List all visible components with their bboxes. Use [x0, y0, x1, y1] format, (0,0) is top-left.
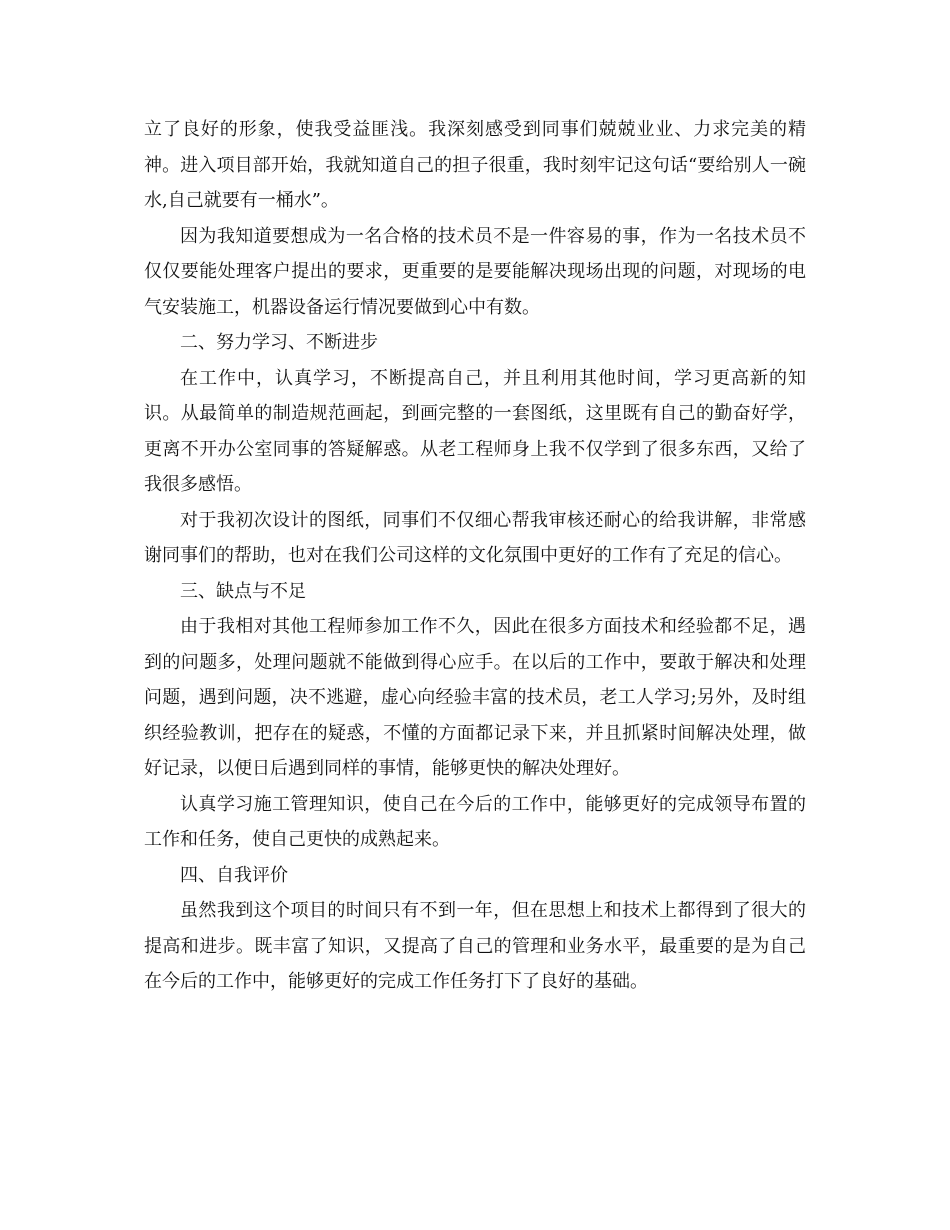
paragraph-3: 在工作中，认真学习，不断提高自己，并且利用其他时间，学习更高新的知识。从最简单的制造规范画起，到画完整的一套图纸，这里既有自己的勤奋好学，更离不开办公室同事的答疑解惑。从老工程师身上我不仅学到了很多东西，又给了我很多感悟。	[144, 367, 806, 495]
paragraph-6: 认真学习施工管理知识，使自己在今后的工作中，能够更好的完成领导布置的工作和任务，使自己更快的成熟起来。	[144, 793, 806, 850]
section-heading-3: 三、缺点与不足	[180, 580, 306, 602]
section-heading-4: 四、自我评价	[180, 864, 288, 886]
paragraph-1: 立了良好的形象，使我受益匪浅。我深刻感受到同事们兢兢业业、力求完美的精神。进入项目部开始，我就知道自己的担子很重，我时刻牢记这句话“要给别人一碗水,自己就要有一桶水”。	[144, 119, 806, 211]
paragraph-7: 虽然我到这个项目的时间只有不到一年，但在思想上和技术上都得到了很大的提高和进步。既丰富了知识，又提高了自己的管理和业务水平，最重要的是为自己在今后的工作中，能够更好的完成工作任务打下了良好的基础。	[144, 900, 806, 992]
paragraph-2: 因为我知道要想成为一名合格的技术员不是一件容易的事，作为一名技术员不仅仅要能处理客户提出的要求，更重要的是要能解决现场出现的问题，对现场的电气安装施工，机器设备运行情况要做到心中有数。	[144, 225, 806, 318]
section-heading-2: 二、努力学习、不断进步	[180, 332, 378, 353]
paragraph-4: 对于我初次设计的图纸，同事们不仅细心帮我审核还耐心的给我讲解，非常感谢同事们的帮助，也对在我们公司这样的文化氛围中更好的工作有了充足的信心。	[144, 509, 806, 566]
paragraph-5: 由于我相对其他工程师参加工作不久，因此在很多方面技术和经验都不足，遇到的问题多，处理问题就不能做到得心应手。在以后的工作中，要敢于解决和处理问题，遇到问题，决不逃避，虚心向经验丰富的技术员，老工人学习;另外，及时组织经验教训，把存在的疑惑，不懂的方面都记录下来，并且抓紧时间解决处理，做好记录，以便日后遇到同样的事情，能够更快的解决处理好。	[144, 616, 806, 779]
document-body	[144, 112, 806, 1000]
